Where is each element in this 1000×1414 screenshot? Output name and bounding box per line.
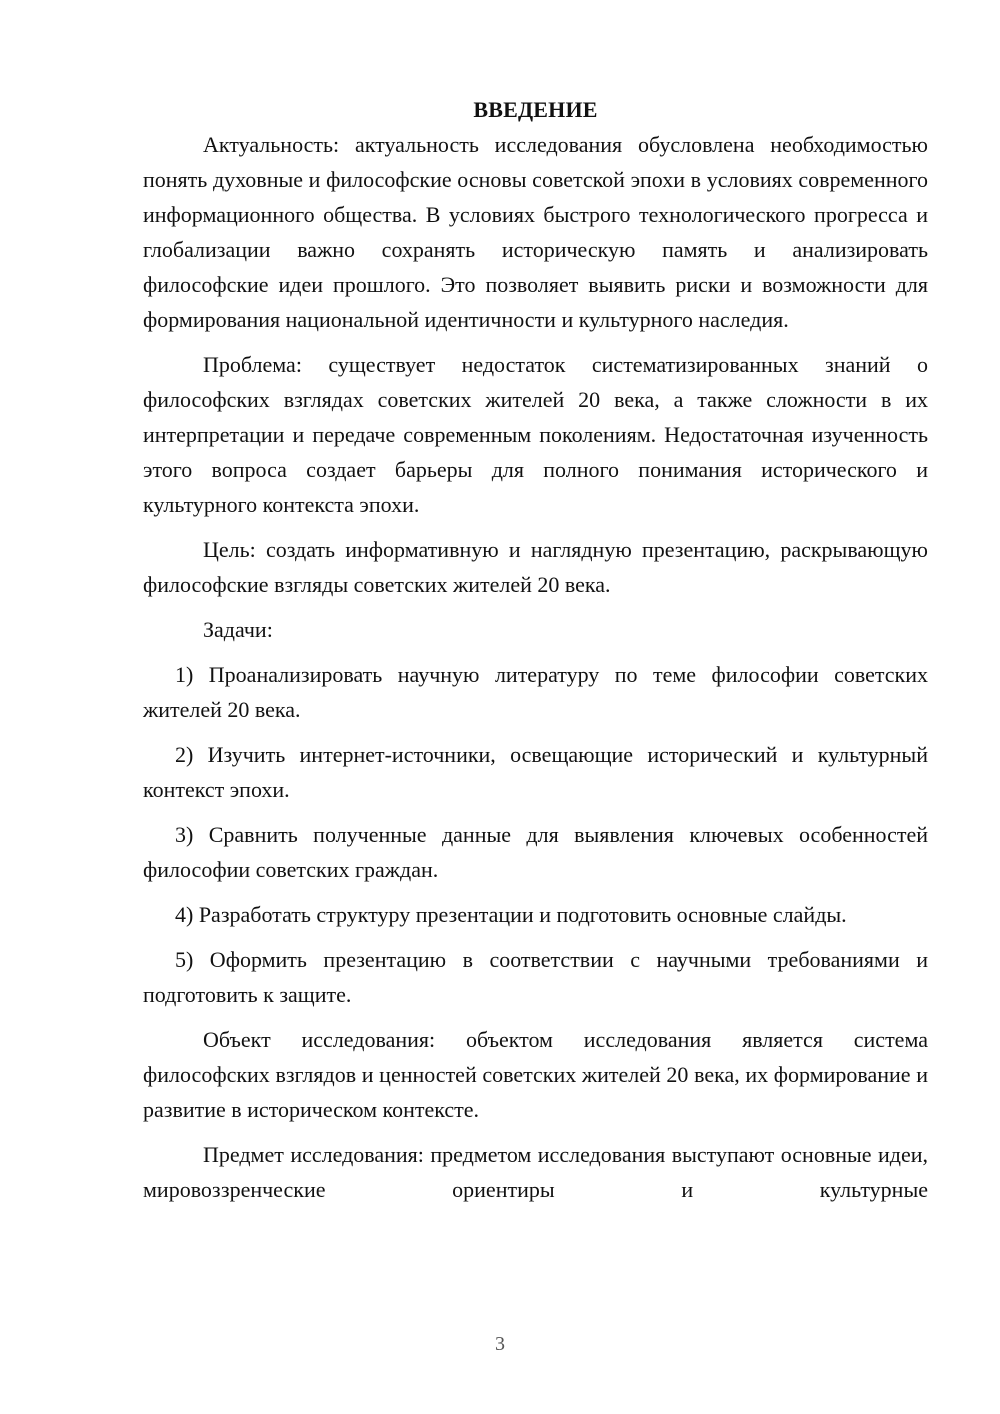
- list-item: 2) Изучить интернет-источники, освещающие исторический и культурный контекст эпохи.: [143, 742, 928, 802]
- tasks-label: Задачи:: [203, 617, 273, 642]
- relevance-paragraph: Актуальность: актуальность исследования обусловлена необходимостью понять духовные и философские основы советской эпохи в условиях современного информационного общества. В условиях быстрого технологического прогресса и глобализации важно сохранять историческую память и анализировать философские идеи прошлого. Это позволяет выявить риски и возможности для формирования национальной идентичности и культурного наследия.: [143, 132, 928, 332]
- goal-paragraph: Цель: создать информативную и наглядную презентацию, раскрывающую философские взгляды советских жителей 20 века.: [143, 537, 928, 597]
- list-item: 4) Разработать структуру презентации и подготовить основные слайды.: [175, 902, 847, 927]
- problem-paragraph: Проблема: существует недостаток систематизированных знаний о философских взглядах советских жителей 20 века, а также сложности в их интерпретации и передаче современным поколениям. Недостаточная изученность этого вопроса создает барьеры для полного понимания исторического и культурного контекста эпохи.: [143, 352, 928, 517]
- tasks-list: [143, 657, 928, 1012]
- subject-paragraph: Предмет исследования: предметом исследования выступают основные идеи, мировоззренческие ориентиры и культурные: [143, 1142, 928, 1202]
- page-number: 3: [495, 1333, 505, 1355]
- list-item: 1) Проанализировать научную литературу по теме философии советских жителей 20 века.: [143, 662, 928, 722]
- list-item: 3) Сравнить полученные данные для выявления ключевых особенностей философии советских граждан.: [143, 822, 928, 882]
- section-heading: ВВЕДЕНИЕ: [473, 97, 598, 122]
- object-paragraph: Объект исследования: объектом исследования является система философских взглядов и ценностей советских жителей 20 века, их формирование и развитие в историческом контексте.: [143, 1027, 928, 1122]
- document-page: [143, 92, 928, 1207]
- list-item: 5) Оформить презентацию в соответствии с научными требованиями и подготовить к защите.: [143, 947, 928, 1007]
